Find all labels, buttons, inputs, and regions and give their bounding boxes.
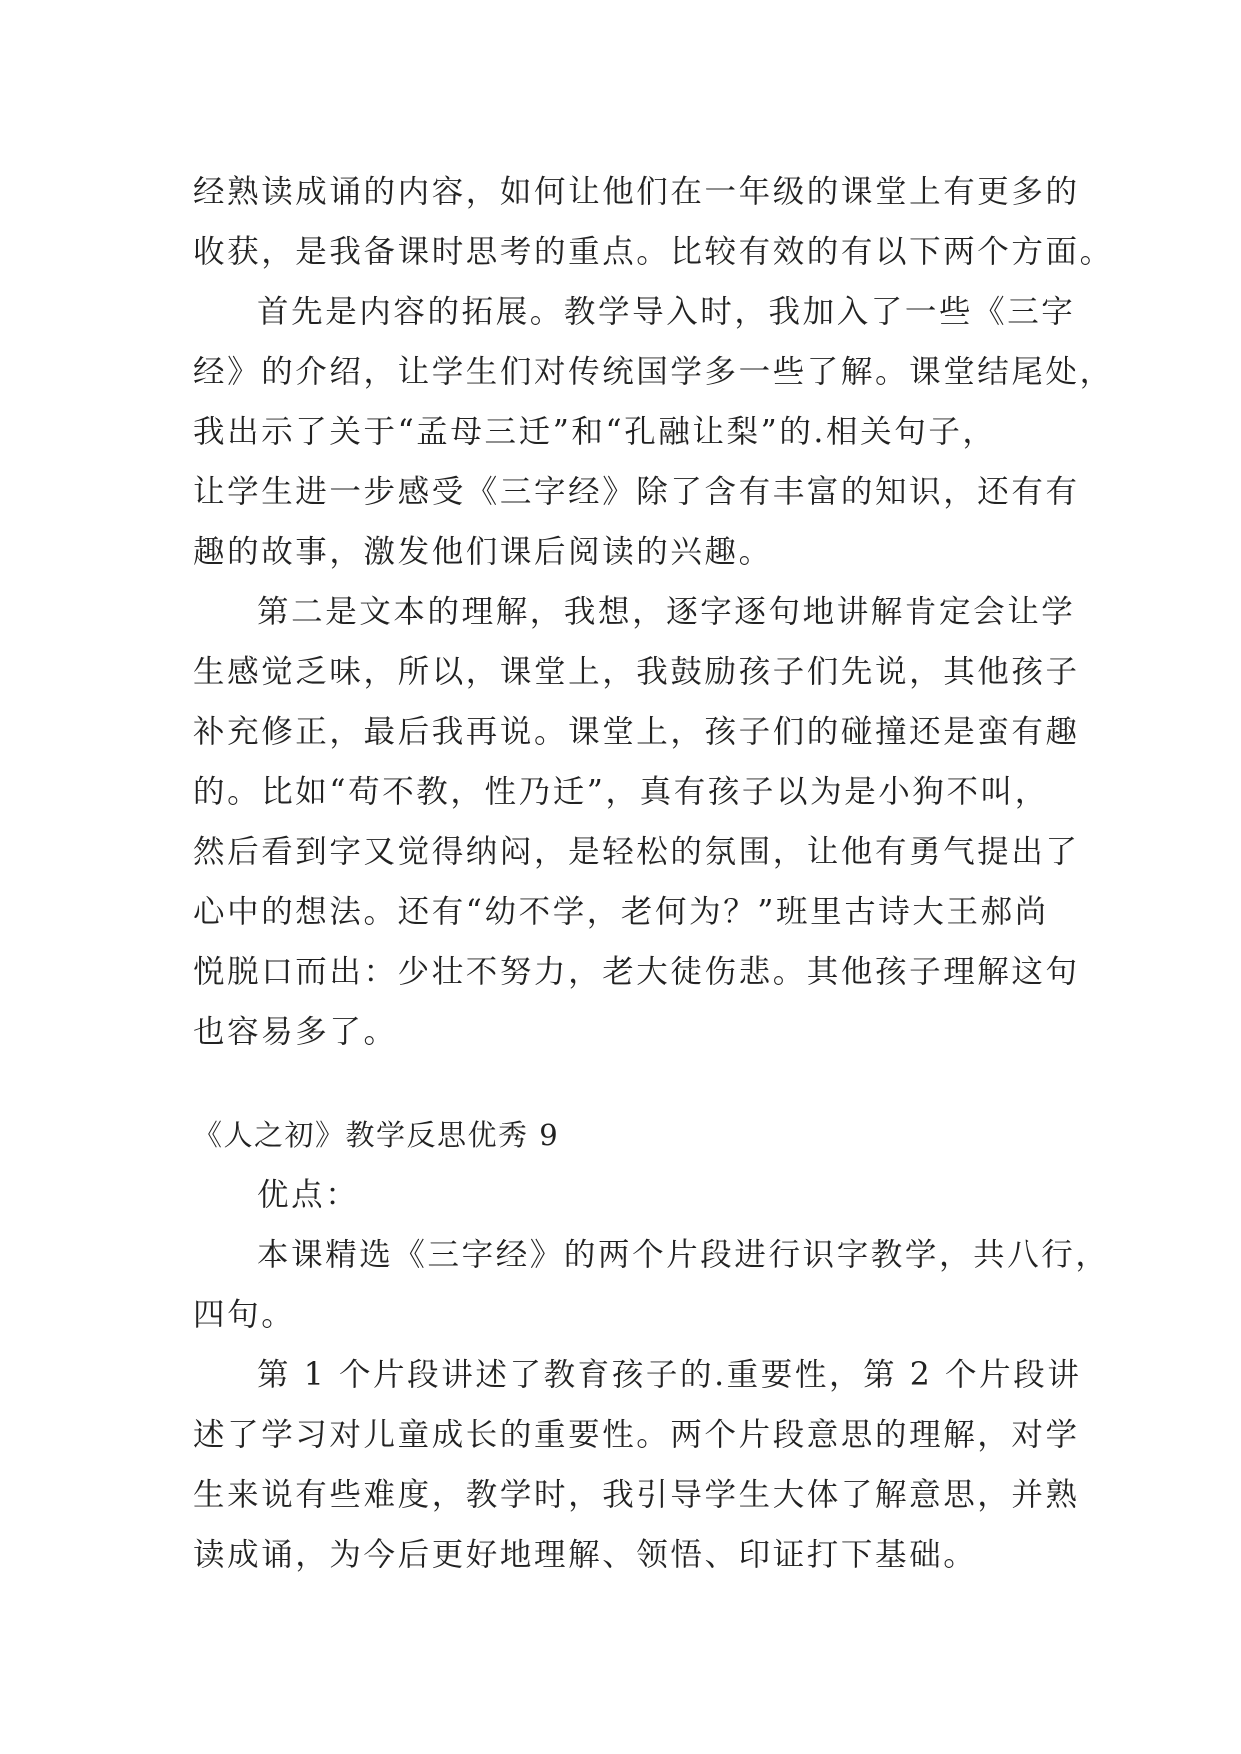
text-line: 经熟读成诵的内容，如何让他们在一年级的课堂上有更多的 xyxy=(193,174,1080,210)
text-line: 收获，是我备课时思考的重点。比较有效的有以下两个方面。 xyxy=(193,234,1114,270)
text-line: 我出示了关于“孟母三迁”和“孔融让梨”的.相关句子， xyxy=(193,414,997,450)
text-line: 述了学习对儿童成长的重要性。两个片段意思的理解，对学 xyxy=(193,1417,1080,1453)
text-line: 心中的想法。还有“幼不学，老何为？”班里古诗大王郝尚 xyxy=(193,894,1049,930)
text-line: 经》的介绍，让学生们对传统国学多一些了解。课堂结尾处， xyxy=(193,354,1114,390)
paragraph-start-line: 首先是内容的拓展。教学导入时，我加入了一些《三字 xyxy=(257,294,1076,330)
subheading-line: 优点： xyxy=(257,1177,360,1213)
text-line: 的。比如“苟不教，性乃迁”，真有孩子以为是小狗不叫， xyxy=(193,774,1049,810)
paragraph-start-line: 第 1 个片段讲述了教育孩子的.重要性，第 2 个片段讲 xyxy=(257,1357,1082,1393)
text-line: 四句。 xyxy=(193,1297,296,1333)
text-line: 趣的故事，激发他们课后阅读的兴趣。 xyxy=(193,534,773,570)
text-line: 也容易多了。 xyxy=(193,1014,398,1050)
text-line: 悦脱口而出：少壮不努力，老大徒伤悲。其他孩子理解这句 xyxy=(193,954,1080,990)
text-line: 生感觉乏味，所以，课堂上，我鼓励孩子们先说，其他孩子 xyxy=(193,654,1080,690)
text-line: 然后看到字又觉得纳闷，是轻松的氛围，让他有勇气提出了 xyxy=(193,834,1080,870)
text-line: 生来说有些难度，教学时，我引导学生大体了解意思，并熟 xyxy=(193,1477,1080,1513)
text-line: 补充修正，最后我再说。课堂上，孩子们的碰撞还是蛮有趣 xyxy=(193,714,1080,750)
paragraphs-block-1 xyxy=(193,162,1114,1062)
paragraph-start-line: 本课精选《三字经》的两个片段进行识字教学，共八行， xyxy=(257,1237,1110,1273)
section-9 xyxy=(193,1105,1110,1585)
text-line: 读成诵，为今后更好地理解、领悟、印证打下基础。 xyxy=(193,1537,978,1573)
paragraph-start-line: 第二是文本的理解，我想，逐字逐句地讲解肯定会让学 xyxy=(257,594,1076,630)
section-title: 《人之初》教学反思优秀 9 xyxy=(193,1118,560,1152)
text-line: 让学生进一步感受《三字经》除了含有丰富的知识，还有有 xyxy=(193,474,1080,510)
